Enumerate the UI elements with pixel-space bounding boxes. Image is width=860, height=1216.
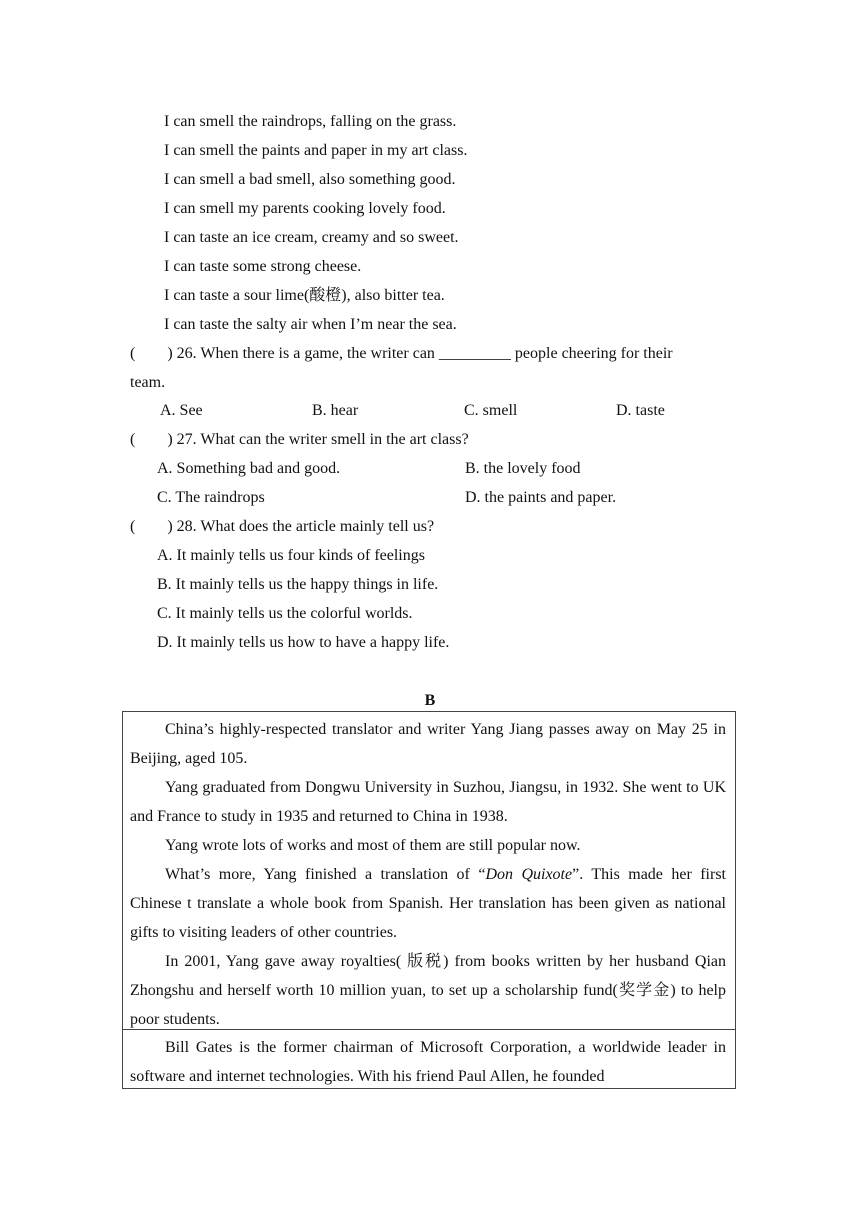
option-d: D. the paints and paper. bbox=[465, 489, 617, 506]
paragraph: China’s highly-respected translator and writer Yang Jiang passes away on May 25 in Beijing, aged 105. bbox=[130, 721, 726, 767]
paragraph: Yang wrote lots of works and most of them are still popular now. bbox=[165, 837, 581, 854]
poem-line: I can taste the salty air when I’m near the sea. bbox=[164, 316, 457, 333]
option-a: A. See bbox=[160, 402, 203, 419]
option-d: D. taste bbox=[616, 402, 665, 419]
paragraph bbox=[130, 860, 726, 947]
text-span: ”. This made her first Chinese t translate a whole book from Spanish. Her translation has been given as national gifts to visiting leaders of other countries. bbox=[130, 866, 727, 941]
poem-line: I can smell my parents cooking lovely food. bbox=[164, 200, 446, 217]
poem-line: I can smell a bad smell, also something good. bbox=[164, 171, 456, 188]
poem-line: I can taste some strong cheese. bbox=[164, 258, 362, 275]
option-c: C. It mainly tells us the colorful worlds. bbox=[157, 605, 413, 622]
book-title: Don Quixote bbox=[485, 866, 573, 883]
passage-box-yang-jiang bbox=[122, 711, 736, 1030]
passage-text bbox=[130, 1033, 726, 1089]
option-a: A. Something bad and good. bbox=[157, 460, 341, 477]
paragraph: In 2001, Yang gave away royalties( 版税) from books written by her husband Qian Zhongshu and herself worth 10 million yuan, to set up a scholarship fund(奖学金) to help poor students. bbox=[130, 953, 726, 1028]
option-c: C. smell bbox=[464, 402, 518, 419]
option-b: B. It mainly tells us the happy things in life. bbox=[157, 576, 439, 593]
option-b: B. the lovely food bbox=[465, 460, 581, 477]
text-span: What’s more, Yang finished a translation of “ bbox=[165, 866, 486, 883]
passage-text bbox=[130, 715, 726, 1034]
section-b-title: B bbox=[424, 692, 436, 709]
option-b: B. hear bbox=[312, 402, 359, 419]
paragraph: Bill Gates is the former chairman of Microsoft Corporation, a worldwide leader in software and internet technologies. With his friend Paul Allen, he founded bbox=[130, 1039, 726, 1085]
poem-line: I can smell the raindrops, falling on the grass. bbox=[164, 113, 457, 130]
option-d: D. It mainly tells us how to have a happy life. bbox=[157, 634, 450, 651]
passage-box-bill-gates bbox=[122, 1029, 736, 1089]
question-27-stem: ( ) 27. What can the writer smell in the art class? bbox=[130, 431, 469, 448]
question-26-options bbox=[160, 396, 740, 425]
question-26-stem: ( ) 26. When there is a game, the writer can _________ people cheering for their bbox=[130, 345, 673, 362]
paragraph: Yang graduated from Dongwu University in Suzhou, Jiangsu, in 1932. She went to UK and France to study in 1935 and returned to China in 1938. bbox=[130, 779, 726, 825]
poem-line: I can taste a sour lime(酸橙), also bitter tea. bbox=[164, 287, 445, 304]
poem-line: I can taste an ice cream, creamy and so sweet. bbox=[164, 229, 459, 246]
poem-line: I can smell the paints and paper in my art class. bbox=[164, 142, 468, 159]
question-28-stem: ( ) 28. What does the article mainly tell us? bbox=[130, 518, 435, 535]
option-a: A. It mainly tells us four kinds of feelings bbox=[157, 547, 425, 564]
question-26-stem-continued: team. bbox=[130, 374, 166, 391]
option-c: C. The raindrops bbox=[157, 489, 265, 506]
